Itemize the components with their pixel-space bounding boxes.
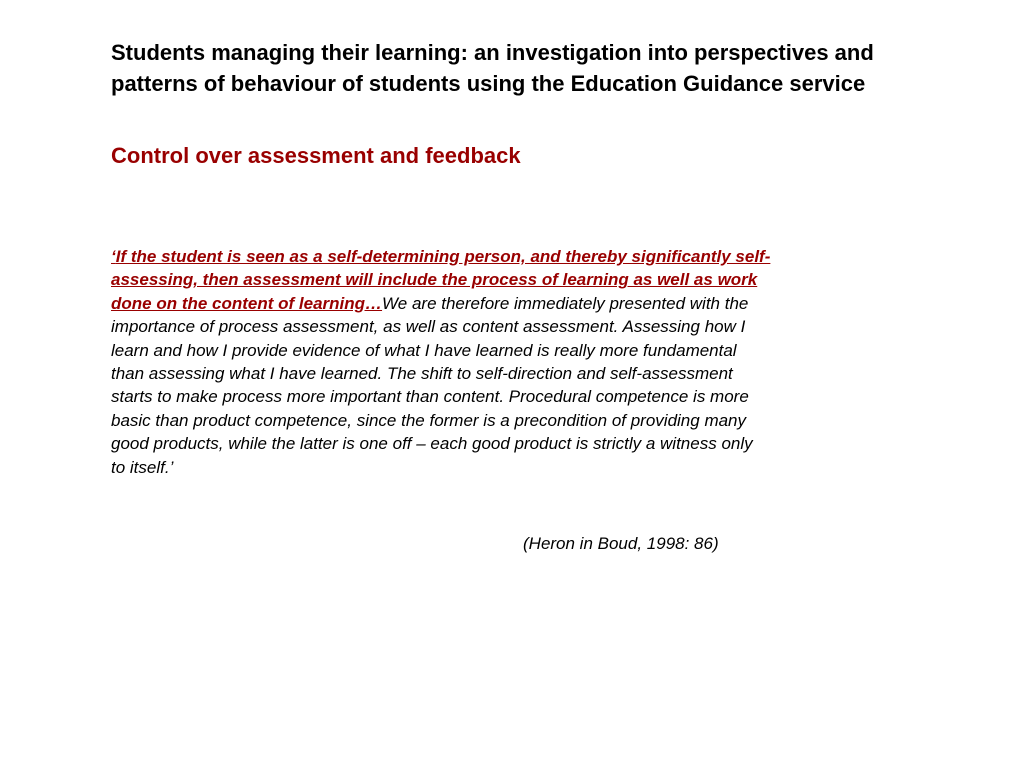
quote-open-mark: ‘ — [111, 247, 116, 266]
slide-title: Students managing their learning: an investigation into perspectives and patterns of behaviour of students using the Education Guidance service — [111, 40, 874, 96]
citation: (Heron in Boud, 1998: 86) — [523, 534, 719, 553]
quotation — [111, 245, 771, 479]
quote-close-mark: ’ — [169, 457, 174, 477]
quote-emphasis: If the student is seen as a self-determining person, and thereby significantly self-assessing, then assessment will include the process of learning as well as work done on the content of learning… — [111, 247, 771, 313]
quote-body: We are therefore immediately presented with the importance of process assessment, as well as content assessment. Assessing how I learn and how I provide evidence of what I have learned is really more fundamental than assessing what I have learned. The shift to self-direction and self-assessment starts to make process more important than content. Procedural competence is more basic than product competence, since the former is a precondition of providing many good products, while the latter is one off – each good product is strictly a witness only to itself. — [111, 293, 753, 477]
section-subtitle: Control over assessment and feedback — [111, 143, 521, 168]
